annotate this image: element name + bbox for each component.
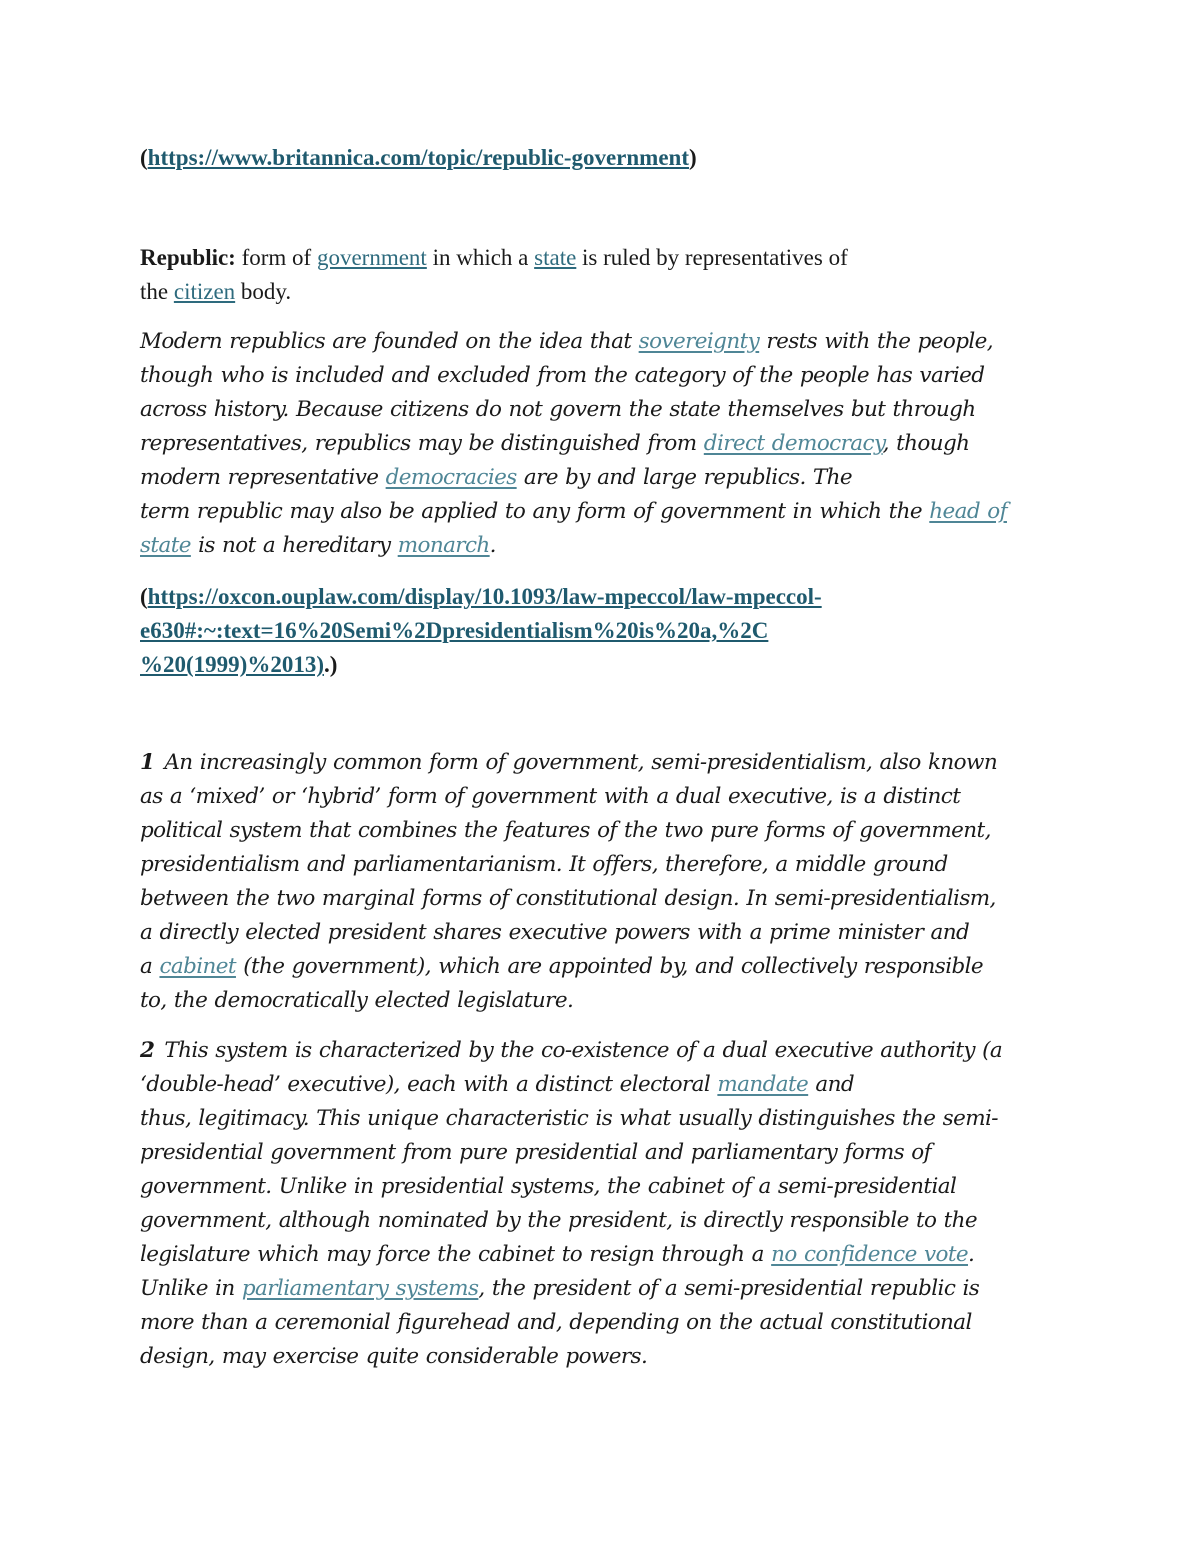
paragraph-text: ‘double-head’ executive), each with a distinct electoral xyxy=(140,1072,718,1097)
paren-close: .) xyxy=(323,652,338,677)
paragraph-line: a directly elected president shares executive powers with a prime minister and xyxy=(140,920,970,945)
paragraph-number: 2 xyxy=(140,1038,155,1063)
oxcon-link[interactable]: e630#:~:text=16%20Semi%2Dpresidentialism%20is%20a,%2C xyxy=(140,618,769,643)
paragraph-text: are by and large republics. The xyxy=(516,465,853,490)
paragraph-line: thus, legitimacy. This unique characteristic is what usually distinguishes the semi- xyxy=(140,1106,998,1131)
paragraph-text: This system is characterized by the co-existence of a dual executive authority (a xyxy=(164,1038,1003,1063)
source-citation-britannica xyxy=(140,141,1060,175)
oxcon-link[interactable]: https://oxcon.ouplaw.com/display/10.1093/law-mpeccol/law-mpeccol- xyxy=(147,584,822,609)
paragraph-line: government, although nominated by the president, is directly responsible to the xyxy=(140,1208,978,1233)
paragraph-line: to, the democratically elected legislature. xyxy=(140,988,574,1013)
no-confidence-vote-link[interactable]: no confidence vote xyxy=(771,1242,969,1267)
state-link[interactable]: state xyxy=(534,245,577,270)
direct-democracy-link[interactable]: direct democracy xyxy=(703,431,883,456)
paragraph-text: Modern republics are founded on the idea that xyxy=(140,329,639,354)
paren-open: ( xyxy=(140,145,148,170)
head-of-state-link[interactable]: head of xyxy=(929,499,1007,524)
paragraph-text: Unlike in xyxy=(140,1276,242,1301)
paren-close: ) xyxy=(689,145,697,170)
citizen-link[interactable]: citizen xyxy=(173,279,236,304)
republic-definition xyxy=(140,241,1060,309)
paragraph-line: political system that combines the features of the two pure forms of government, xyxy=(140,818,991,843)
definition-text: in which a xyxy=(426,245,535,270)
paragraph-number: 1 xyxy=(140,750,155,775)
paragraph-text: . xyxy=(489,533,496,558)
paragraph-text: An increasingly common form of government, semi-presidentialism, also known xyxy=(164,750,998,775)
government-link[interactable]: government xyxy=(316,245,427,270)
paragraph-2 xyxy=(140,1034,1060,1374)
paragraph-text: , the president of a semi-presidential republic is xyxy=(478,1276,980,1301)
definition-term: Republic: xyxy=(140,245,236,270)
monarch-link[interactable]: monarch xyxy=(397,533,490,558)
paragraph-line: between the two marginal forms of constitutional design. In semi-presidentialism, xyxy=(140,886,996,911)
paragraph-line: as a ‘mixed’ or ‘hybrid’ form of government with a dual executive, is a distinct xyxy=(140,784,961,809)
paragraph-line: government. Unlike in presidential systems, the cabinet of a semi-presidential xyxy=(140,1174,957,1199)
parliamentary-systems-link[interactable]: parliamentary systems xyxy=(241,1276,479,1301)
paragraph-text: is not a hereditary xyxy=(190,533,398,558)
democracies-link[interactable]: democracies xyxy=(385,465,517,490)
mandate-link[interactable]: mandate xyxy=(717,1072,809,1097)
paragraph-line: design, may exercise quite considerable powers. xyxy=(140,1344,648,1369)
definition-text: body. xyxy=(235,279,292,304)
oxcon-link[interactable]: %20(1999)%2013) xyxy=(140,652,324,677)
paragraph-text: legislature which may force the cabinet to resign through a xyxy=(140,1242,772,1267)
modern-republics-paragraph xyxy=(140,325,1060,563)
source-citation-oxcon xyxy=(140,580,1060,682)
paragraph-text: term republic may also be applied to any form of government in which the xyxy=(140,499,930,524)
paragraph-text: and xyxy=(808,1072,855,1097)
paragraph-text: a xyxy=(140,954,160,979)
definition-text: the xyxy=(140,279,174,304)
paragraph-line: presidential government from pure presidential and parliamentary forms of xyxy=(140,1140,931,1165)
paragraph-line: across history. Because citizens do not govern the state themselves but through xyxy=(140,397,976,422)
paragraph-text: (the government), which are appointed by, and collectively responsible xyxy=(235,954,984,979)
paragraph-1 xyxy=(140,746,1060,1018)
paragraph-text: rests with the people, xyxy=(759,329,994,354)
paragraph-line: presidentialism and parliamentarianism. It offers, therefore, a middle ground xyxy=(140,852,948,877)
sovereignty-link[interactable]: sovereignty xyxy=(638,329,760,354)
head-of-state-link[interactable]: state xyxy=(140,533,191,558)
definition-text: is ruled by representatives of xyxy=(576,245,848,270)
paragraph-text: , though xyxy=(882,431,970,456)
paragraph-text: modern representative xyxy=(140,465,386,490)
paragraph-line: more than a ceremonial figurehead and, depending on the actual constitutional xyxy=(140,1310,972,1335)
paragraph-line: though who is included and excluded from the category of the people has varied xyxy=(140,363,985,388)
paren-open: ( xyxy=(140,584,148,609)
britannica-link[interactable]: https://www.britannica.com/topic/republic-government xyxy=(147,145,690,170)
paragraph-text: representatives, republics may be distinguished from xyxy=(140,431,704,456)
definition-text: form of xyxy=(235,245,317,270)
paragraph-text: . xyxy=(968,1242,975,1267)
cabinet-link[interactable]: cabinet xyxy=(159,954,236,979)
